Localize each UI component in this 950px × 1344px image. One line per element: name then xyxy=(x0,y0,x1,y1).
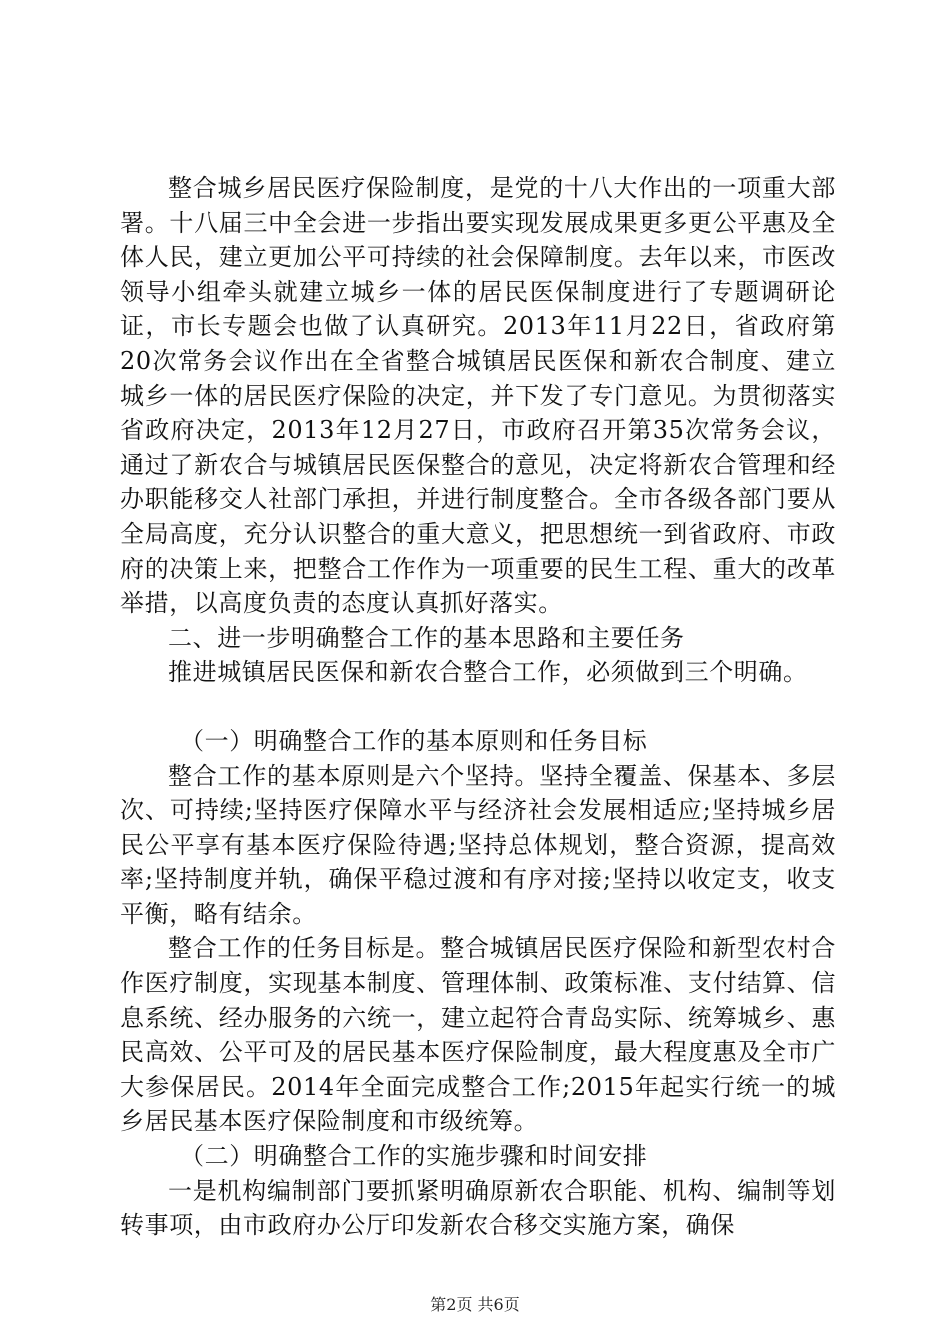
subsection-heading-1: （一）明确整合工作的基本原则和任务目标 xyxy=(180,726,648,755)
paragraph-basic-principles: 整合工作的基本原则是六个坚持。坚持全覆盖、保基本、多层次、可持续;坚持医疗保障水平与经济社会发展相适应;坚持城乡居民公平享有基本医疗保险待遇;坚持总体规划，整合资源，提高效率;坚持制度并轨，确保平稳过渡和有序对接;坚持以收定支，收支平衡，略有结余。 xyxy=(120,761,836,928)
paragraph-step-one: 一是机构编制部门要抓紧明确原新农合职能、机构、编制等划转事项，由市政府办公厅印发新农合移交实施方案，确保 xyxy=(120,1176,836,1240)
paragraph-task-goals: 整合工作的任务目标是。整合城镇居民医疗保险和新型农村合作医疗制度，实现基本制度、管理体制、政策标准、支付结算、信息系统、经办服务的六统一，建立起符合青岛实际、统筹城乡、惠民高效、公平可及的居民基本医疗保险制度，最大程度惠及全市广大参保居民。2014年全面完成整合工作;2015年起实行统一的城乡居民基本医疗保险制度和市级统筹。 xyxy=(120,934,836,1136)
subsection-heading-2: （二）明确整合工作的实施步骤和时间安排 xyxy=(180,1142,648,1171)
page-footer: 第2页 共6页 xyxy=(430,1295,520,1314)
section-heading-2: 二、进一步明确整合工作的基本思路和主要任务 xyxy=(168,623,685,652)
document-body xyxy=(120,171,836,1243)
paragraph-background: 整合城乡居民医疗保险制度，是党的十八大作出的一项重大部署。十八届三中全会进一步指出要实现发展成果更多更公平惠及全体人民，建立更加公平可持续的社会保障制度。去年以来，市医改领导小组牵头就建立城乡一体的居民医保制度进行了专题调研论证，市长专题会也做了认真研究。2013年11月22日，省政府第20次常务会议作出在全省整合城镇居民医保和新农合制度、建立城乡一体的居民医疗保险的决定，并下发了专门意见。为贯彻落实省政府决定，2013年12月27日，市政府召开第35次常务会议，通过了新农合与城镇居民医保整合的意见，决定将新农合管理和经办职能移交人社部门承担，并进行制度整合。全市各级各部门要从全局高度，充分认识整合的重大意义，把思想统一到省政府、市政府的决策上来，把整合工作作为一项重要的民生工程、重大的改革举措，以高度负责的态度认真抓好落实。 xyxy=(120,174,836,618)
paragraph-three-clarifications: 推进城镇居民医保和新农合整合工作，必须做到三个明确。 xyxy=(168,658,808,687)
